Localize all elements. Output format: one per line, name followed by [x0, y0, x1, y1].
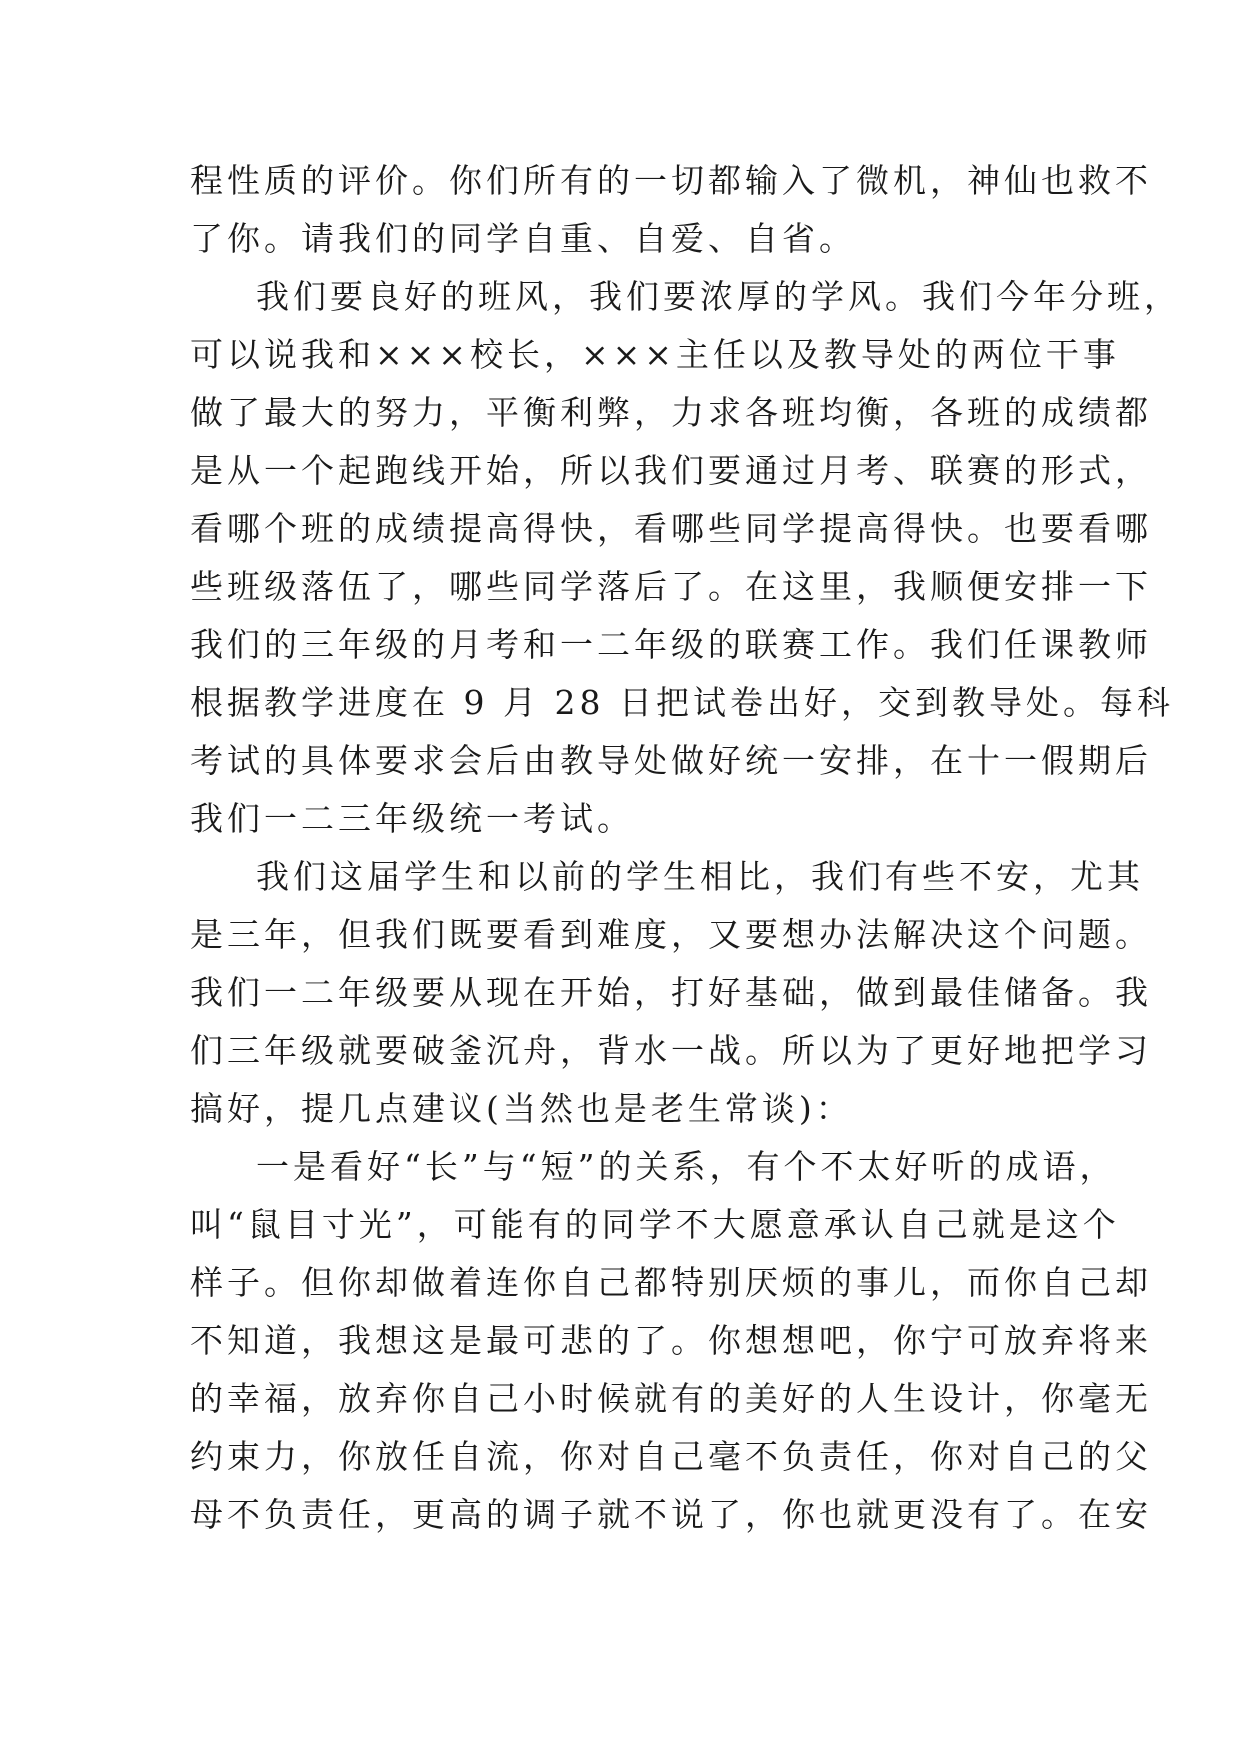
- text-line: 看哪个班的成绩提高得快，看哪些同学提高得快。也要看哪: [190, 509, 1152, 548]
- text-line: 的幸福，放弃你自己小时候就有的美好的人生设计，你毫无: [190, 1379, 1152, 1418]
- text-line: 我们一二三年级统一考试。: [190, 799, 634, 838]
- text-line: 母不负责任，更高的调子就不说了，你也就更没有了。在安: [190, 1495, 1152, 1534]
- paragraph-first-line: 我们要良好的班风，我们要浓厚的学风。我们今年分班，: [256, 277, 1181, 316]
- text-line: 我们一二年级要从现在开始，打好基础，做到最佳储备。我: [190, 973, 1152, 1012]
- text-line: 我们的三年级的月考和一二年级的联赛工作。我们任课教师: [190, 625, 1152, 664]
- body-text: [190, 152, 1181, 1544]
- text-line: 可以说我和×××校长，×××主任以及教导处的两位干事: [190, 335, 1120, 374]
- text-line: 了你。请我们的同学自重、自爱、自省。: [190, 219, 856, 258]
- text-line: 叫“鼠目寸光”，可能有的同学不大愿意承认自己就是这个: [190, 1205, 1120, 1244]
- text-line: 是从一个起跑线开始，所以我们要通过月考、联赛的形式，: [190, 451, 1152, 490]
- text-line: 约束力，你放任自流，你对自己毫不负责任，你对自己的父: [190, 1437, 1152, 1476]
- text-line: 们三年级就要破釜沉舟，背水一战。所以为了更好地把学习: [190, 1031, 1152, 1070]
- text-line: 些班级落伍了，哪些同学落后了。在这里，我顺便安排一下: [190, 567, 1152, 606]
- paragraph-first-line: 一是看好“长”与“短”的关系，有个不太好听的成语，: [256, 1147, 1117, 1186]
- text-line: 做了最大的努力，平衡利弊，力求各班均衡，各班的成绩都: [190, 393, 1152, 432]
- text-line: 不知道，我想这是最可悲的了。你想想吧，你宁可放弃将来: [190, 1321, 1152, 1360]
- text-line: 是三年，但我们既要看到难度，又要想办法解决这个问题。: [190, 915, 1152, 954]
- text-line: 搞好，提几点建议(当然也是老生常谈)：: [190, 1089, 853, 1128]
- paragraph-first-line: 我们这届学生和以前的学生相比，我们有些不安，尤其: [256, 857, 1144, 896]
- text-line: 根据教学进度在 9 月 28 日把试卷出好，交到教导处。每科: [190, 683, 1174, 722]
- text-line: 样子。但你却做着连你自己都特别厌烦的事儿，而你自己却: [190, 1263, 1152, 1302]
- text-line: 考试的具体要求会后由教导处做好统一安排，在十一假期后: [190, 741, 1152, 780]
- text-line: 程性质的评价。你们所有的一切都输入了微机，神仙也救不: [190, 161, 1152, 200]
